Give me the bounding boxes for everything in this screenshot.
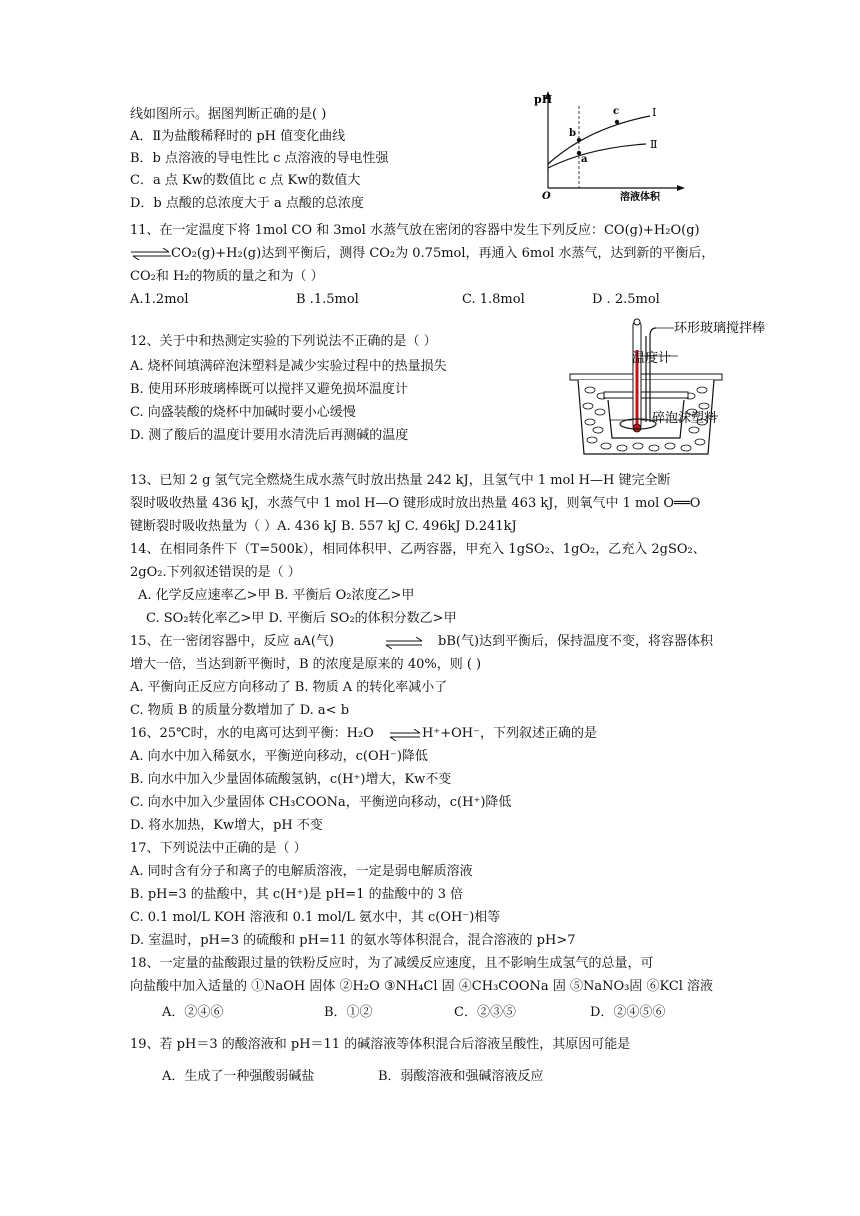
q10-option-d: D．b 点酸的总浓度大于 a 点酸的总浓度	[130, 196, 364, 211]
q18-option-c: C．②③⑤	[454, 1005, 516, 1020]
q18-option-a: A．②④⑥	[162, 1005, 224, 1020]
q16-option-a: A. 向水中加入稀氨水，平衡逆向移动，c(OH⁻)降低	[130, 749, 428, 764]
q14-line-2: 2gO₂.下列叙述错误的是（ ）	[130, 565, 301, 580]
q12-option-c: C. 向盛装酸的烧杯中加碱时要小心缓慢	[130, 405, 356, 420]
q15-line-1-pre: 15、在一密闭容器中，反应 aA(气)	[130, 634, 334, 649]
q13-line-2: 裂时吸收热量 436 kJ，水蒸气中 1 mol H—O 键形成时放出热量 463 kJ，则氧气中 1 mol O══O	[130, 496, 701, 511]
graph-point-c: c	[613, 106, 620, 117]
q11-option-d: D . 2.5mol	[592, 292, 660, 307]
q13-line-3: 键断裂时吸收热量为（ ）A. 436 kJ B. 557 kJ C. 496kJ D.241kJ	[130, 519, 517, 534]
q16-option-d: D. 将水加热，Kw增大，pH 不变	[130, 818, 323, 833]
ph-dilution-graph	[528, 86, 688, 202]
q15-line-1-post: bB(气)达到平衡后，保持温度不变，将容器体积	[438, 634, 714, 649]
q11-line-2: CO₂(g)+H₂(g)达到平衡后，测得 CO₂为 0.75mol，再通入 6mol 水蒸气，达到新的平衡后，	[171, 246, 715, 261]
q13-line-1: 13、已知 2 g 氢气完全燃烧生成水蒸气时放出热量 242 kJ，且氢气中 1 mol H—H 键完全断	[130, 473, 671, 488]
graph-point-b: b	[569, 128, 576, 139]
q10-option-a: A．Ⅱ为盐酸稀释时的 pH 值变化曲线	[130, 129, 346, 144]
q11-line-3: CO₂和 H₂的物质的量之和为（ ）	[130, 269, 324, 284]
graph-curve-2-label: Ⅱ	[650, 138, 658, 151]
q12-option-d: D. 测了酸后的温度计要用水清洗后再测碱的温度	[130, 428, 409, 443]
q18-line-1: 18、一定量的盐酸跟过量的铁粉反应时，为了减缓反应速度，且不影响生成氢气的总量，可	[130, 956, 654, 971]
q14-line-1: 14、在相同条件下（T=500k），相同体积甲、乙两容器，甲充入 1gSO₂、1gO₂，乙充入 2gSO₂、	[130, 542, 706, 557]
q19-option-b: B．弱酸溶液和强碱溶液反应	[378, 1069, 544, 1084]
equilibrium-arrow-icon	[384, 637, 424, 649]
q10-stem-tail: 线如图所示。据图判断正确的是( )	[130, 107, 327, 122]
q11-option-b: B .1.5mol	[296, 292, 359, 307]
graph-origin: O	[542, 191, 551, 202]
graph-x-label: 溶液体积	[620, 192, 660, 202]
q14-options-ab: A. 化学反应速率乙>甲 B. 平衡后 O₂浓度乙>甲	[138, 588, 415, 603]
equilibrium-arrow-icon	[388, 729, 422, 741]
calorimeter-apparatus	[566, 316, 766, 458]
q19-option-a: A．生成了一种强酸弱碱盐	[162, 1069, 315, 1084]
q18-option-b: B．①②	[324, 1005, 373, 1020]
q14-options-cd: C. SO₂转化率乙>甲 D. 平衡后 SO₂的体积分数乙>甲	[146, 611, 457, 626]
q16-stem-pre: 16、25℃时，水的电离可达到平衡：H₂O	[130, 726, 374, 741]
q12-option-a: A. 烧杯间填满碎泡沫塑料是减少实验过程中的热量损失	[130, 359, 447, 374]
q10-option-b: B．b 点溶液的导电性比 c 点溶液的导电性强	[130, 151, 389, 166]
q16-option-b: B. 向水中加入少量固体硫酸氢钠，c(H⁺)增大，Kw不变	[130, 772, 452, 787]
q17-option-a: A. 同时含有分子和离子的电解质溶液，一定是弱电解质溶液	[130, 864, 473, 879]
graph-y-label: pH	[534, 93, 553, 106]
q16-option-c: C. 向水中加入少量固体 CH₃COONa，平衡逆向移动，c(H⁺)降低	[130, 795, 512, 810]
q17-option-b: B. pH=3 的盐酸中，其 c(H⁺)是 pH=1 的盐酸中的 3 倍	[130, 887, 464, 902]
graph-curve-1-label: Ⅰ	[652, 106, 657, 119]
q11-option-a: A.1.2mol	[130, 292, 189, 307]
q15-options-cd: C. 物质 B 的质量分数增加了 D. a< b	[130, 703, 350, 718]
q12-option-b: B. 使用环形玻璃棒既可以搅拌又避免损坏温度计	[130, 382, 408, 397]
equilibrium-arrow-icon	[131, 248, 171, 260]
q17-option-d: D. 室温时，pH=3 的硫酸和 pH=11 的氨水等体积混合，混合溶液的 pH>7	[130, 933, 576, 948]
q18-line-2: 向盐酸中加入适量的 ①NaOH 固体 ②H₂O ③NH₄Cl 固 ④CH₃COONa 固 ⑤NaNO₃固 ⑥KCl 溶液	[130, 979, 714, 994]
label-foam: 碎泡沫塑料	[652, 411, 718, 426]
label-thermometer: 温度计	[632, 351, 672, 366]
q18-option-d: D．②④⑤⑥	[590, 1005, 666, 1020]
q10-option-c: C．a 点 Kw的数值比 c 点 Kw的数值大	[130, 173, 361, 188]
q19-stem: 19、若 pH＝3 的酸溶液和 pH＝11 的碱溶液等体积混合后溶液呈酸性，其原因可能是	[130, 1037, 631, 1052]
label-stirrer: 环形玻璃搅拌棒	[674, 321, 766, 336]
q16-stem-post: H⁺+OH⁻，下列叙述正确的是	[422, 726, 597, 741]
q12-stem: 12、关于中和热测定实验的下列说法不正确的是（ ）	[130, 334, 437, 349]
q15-options-ab: A. 平衡向正反应方向移动了 B. 物质 A 的转化率减小了	[130, 680, 448, 695]
q11-line-1: 11、在一定温度下将 1mol CO 和 3mol 水蒸气放在密闭的容器中发生下列反应：CO(g)+H₂O(g)	[130, 223, 700, 238]
q15-line-2: 增大一倍，当达到新平衡时，B 的浓度是原来的 40%，则 ( )	[130, 657, 482, 672]
q17-option-c: C. 0.1 mol/L KOH 溶液和 0.1 mol/L 氨水中，其 c(OH⁻)相等	[130, 910, 501, 925]
q17-stem: 17、下列说法中正确的是（ ）	[130, 841, 307, 856]
q11-option-c: C. 1.8mol	[462, 292, 525, 307]
graph-point-a: a	[581, 154, 588, 165]
